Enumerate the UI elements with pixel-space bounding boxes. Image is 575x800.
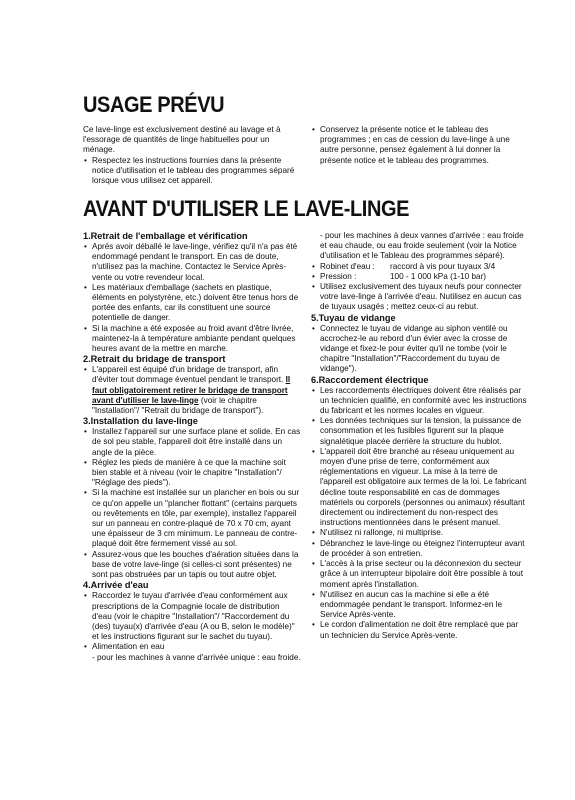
- s3-bullet-aeration: • Assurez-vous que les bouches d'aération situées dans la base de votre lave-linge (si celles-ci sont présentes) ne sont pas obstruées par un tapis ou tout autre objet.: [83, 550, 301, 581]
- s1-bullet-verification: • Après avoir déballé le lave-linge, vérifiez qu'il n'a pas été endommagé pendant le transport. En cas de doute, n'utilisez pas la machine. Contactez le Service Après-vente ou votre revendeur local.: [83, 242, 301, 283]
- section-2-title: 2.Retrait du bridage de transport: [83, 354, 226, 365]
- s2-text-b: (voir le chapitre "Installation"/ "Retrait du bridage de transport").: [92, 395, 264, 416]
- s2-text-a: L'appareil est équipé d'un bridage de transport, afin d'éviter tout dommage éventuel pendant le transport.: [92, 365, 286, 385]
- s6-bullet-technicien: • Les raccordements électriques doivent être réalisés par un technicien qualifié, en conformité avec les instructions du fabricant et les normes locales en vigueur.: [311, 386, 529, 417]
- section-6-title: 6.Raccordement électrique: [311, 374, 429, 385]
- s4-bullet-robinet: [311, 262, 529, 272]
- heading-usage: USAGE PRÉVU: [83, 93, 225, 118]
- usage-right-column: [311, 125, 529, 166]
- heading-avant: AVANT D'UTILISER LE LAVE-LINGE: [83, 197, 410, 222]
- avant-right-column: [311, 231, 529, 641]
- usage-left-column: [83, 125, 301, 186]
- s3-bullet-plancher: • Si la machine est installée sur un plancher en bois ou sur ce qu'on appelle un "plancher flottant" (certains parquets ou revêtements en tôle, par exemple), installez l'appareil sur un panneau en contre-plaqué de 70 x 70 cm, ayant une épaisseur de 3 cm minimum. Le panneau de contre-plaqué doit être fermement vissé au sol.: [83, 488, 301, 549]
- pression-label: • Pression :: [320, 271, 357, 281]
- section-3-title: 3.Installation du lave-linge: [83, 416, 198, 427]
- s4-bullet-raccordez: • Raccordez le tuyau d'arrivée d'eau conformément aux prescriptions de la Compagnie locale de distribution d'eau (voir le chapitre "Installation"/ "Raccordement du (des) tuyau(x) d'arrivée d'eau (A ou B, selon le modèle)" et les instructions figurant sur le sachet du tuyau).: [83, 591, 301, 642]
- s4-vanne-unique: - pour les machines à vanne d'arrivée unique : eau froide.: [92, 652, 301, 662]
- s6-bullet-cordon: • Le cordon d'alimentation ne doit être remplacé que par un technicien du Service Après-vente.: [311, 620, 529, 640]
- usage-bullet-conservez: • Conservez la présente notice et le tableau des programmes ; en cas de cession du lave-linge à une autre personne, pensez également à lui donner la présente notice et le tableau des programmes.: [311, 125, 529, 166]
- section-4-title: 4.Arrivée d'eau: [83, 580, 149, 591]
- s5-bullet-vidange: • Connectez le tuyau de vidange au siphon ventilé ou accrochez-le au rebord d'un évier avec la crosse de vidange et fixez-le pour éviter qu'il ne tombe (voir le chapitre "Installation"/"Raccordement du tuyau de vidange").: [311, 324, 529, 375]
- s2-warning: Il faut obligatoirement retirer le bridage de transport avant d'utiliser le lave-linge: [92, 375, 291, 405]
- s6-bullet-terre: • L'appareil doit être branché au réseau uniquement au moyen d'une prise de terre, conformément aux réglementations en vigueur. La mise à la terre de l'appareil est obligatoire aux termes de la loi. Le fabricant décline toute responsabilité en cas de dommages matériels ou corporels (personnes ou animaux) résultant directement ou indirectement du non-respect des instructions mentionnées dans le présent manuel.: [311, 447, 529, 529]
- usage-bullet-respect: • Respectez les instructions fournies dans la présente notice d'utilisation et le tableau des programmes séparé lorsque vous utilisez cet appareil.: [83, 156, 301, 187]
- section-1-title: 1.Retrait de l'emballage et vérification: [83, 231, 248, 241]
- s6-bullet-rallonge: • N'utilisez ni rallonge, ni multiprise.: [311, 528, 529, 538]
- pression-value: 100 - 1 000 kPa (1-10 bar): [390, 271, 487, 281]
- s4-bullet-pression: [311, 272, 529, 282]
- s1-bullet-emballage: • Les matériaux d'emballage (sachets en plastique, éléments en polystyrène, etc.) doivent être tenus hors de portée des enfants, car ils constituent une source potentielle de danger.: [83, 283, 301, 324]
- robinet-label: • Robinet d'eau :: [320, 261, 375, 271]
- s4-bullet-alimentation: [83, 642, 301, 662]
- section-5-title: 5.Tuyau de vidange: [311, 312, 396, 323]
- avant-left-column: [83, 231, 301, 663]
- s4-bullet-tuyaux-neufs: • Utilisez exclusivement des tuyaux neufs pour connecter votre lave-linge à l'arrivée d'eau. Nutilisez en aucun cas de tuyaux usagés ; mettez ceux-ci au rebut.: [311, 282, 529, 313]
- s6-bullet-endommage: • N'utilisez en aucun cas la machine si elle a été endommagée pendant le transport. Informez-en le Service Après-vente.: [311, 590, 529, 621]
- s4-alimentation-label: • Alimentation en eau: [92, 642, 165, 652]
- robinet-value: raccord à vis pour tuyaux 3/4: [390, 261, 496, 271]
- s6-bullet-prise: • L'accès à la prise secteur ou la déconnexion du secteur grâce à un interrupteur bipolaire doit être possible à tout moment après l'installation.: [311, 559, 529, 590]
- usage-intro: Ce lave-linge est exclusivement destiné au lavage et à l'essorage de quantités de linge habituelles pour un ménage.: [83, 125, 281, 155]
- s4-deux-vannes: - pour les machines à deux vannes d'arrivée : eau froide et eau chaude, ou eau froide seulement (voir la Notice d'utilisation et le Tableau des programmes séparé).: [320, 231, 524, 261]
- s6-bullet-donnees: • Les données techniques sur la tension, la puissance de consommation et les fusibles figurent sur la plaque signalétique placée derrière la structure du hublot.: [311, 416, 529, 447]
- s2-bullet-bridage: [83, 365, 301, 416]
- s6-bullet-debranchez: • Débranchez le lave-linge ou éteignez l'interrupteur avant de procéder à son entretien.: [311, 539, 529, 559]
- s1-bullet-froid: • Si la machine a été exposée au froid avant d'être livrée, maintenez-la à température ambiante pendant quelques heures avant de la mettre en marche.: [83, 324, 301, 355]
- s3-bullet-surface: • Installez l'appareil sur une surface plane et solide. En cas de sol peu stable, l'appareil doit être installé dans un angle de la pièce.: [83, 427, 301, 458]
- s3-bullet-pieds: • Réglez les pieds de manière à ce que la machine soit bien stable et à niveau (voir le chapitre "Installation"/ "Réglage des pieds").: [83, 458, 301, 489]
